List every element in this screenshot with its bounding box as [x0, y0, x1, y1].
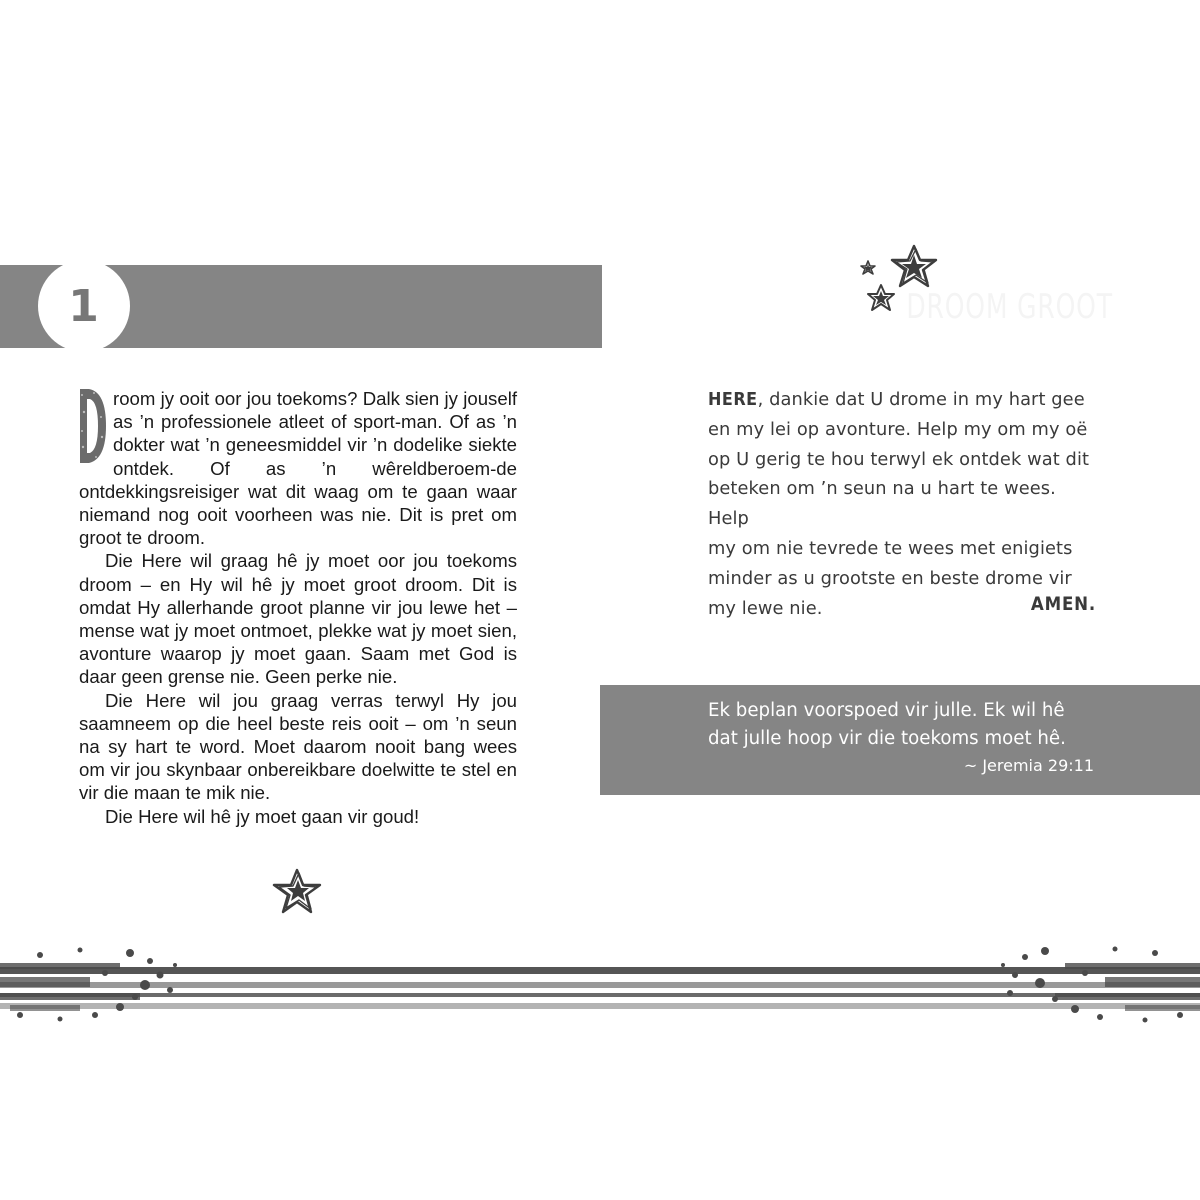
star-doodle-icon [270, 866, 326, 918]
devotion-paragraph-1 [79, 387, 517, 549]
prayer-line-7: my lewe nie. [708, 597, 823, 619]
prayer-line-3: op U gerig te hou terwyl ek ontdek wat dit [708, 448, 1090, 470]
verse-line-1: Ek beplan voorspoed vir julle. Ek wil hê [708, 700, 1065, 721]
drop-cap-letter [77, 387, 107, 465]
prayer-line-1-text: , dankie dat U drome in my hart gee [757, 389, 1085, 410]
chapter-title: DROOM GROOT [906, 287, 1113, 327]
grunge-splatter-left [0, 935, 185, 1025]
prayer-line-4: beteken om ’n seun na u hart te wees. Help [708, 478, 1056, 530]
devotion-paragraph-1-text: room jy ooit oor jou toekoms? Dalk sien jy jouself as ’n professionele atleet of sport-man. Of as ’n dokter wat ’n geneesmiddel vir ’n dodelike siekte ontdek. Of as ’n wêreldberoem-de ontdekkingsreisiger wat dit waag om te gaan waar niemand nog ooit voorheen was nie. Dit is pret om groot te droom. [79, 388, 517, 549]
prayer-line-1 [708, 385, 1098, 415]
devotion-body [79, 387, 517, 828]
prayer-text [708, 385, 1098, 623]
prayer-line-6: minder as u grootste en beste drome vir [708, 567, 1072, 589]
devotion-paragraph-3: Die Here wil jou graag verras terwyl Hy jou saamneem op die heel beste reis ooit – om ’n seun na sy hart te word. Moet daarom nooit bang wees om vir jou skynbaar onbereikbare doelwitte te stel en vir die maan te mik nie. [79, 689, 517, 804]
star-cluster-icon [856, 243, 946, 319]
devotion-paragraph-2: Die Here wil graag hê jy moet oor jou toekoms droom – en Hy wil hê jy moet groot droom. Dit is omdat Hy allerhande groot planne vir jou lewe het – mense wat jy moet ontmoet, plekke wat jy moet sien, avonture waarop jy moet gaan. Saam met God is daar geen grense nie. Geen perke nie. [79, 550, 517, 688]
prayer-line-2: en my lei op avonture. Help my om my oë [708, 418, 1088, 440]
prayer-closing: AMEN. [1030, 594, 1096, 615]
chapter-number: 1 [68, 280, 100, 332]
verse-text [708, 697, 1108, 753]
grunge-splatter-right [995, 935, 1200, 1025]
chapter-number-badge [38, 260, 130, 352]
prayer-address: HERE [708, 389, 758, 410]
prayer-line-5: my om nie tevrede te wees met enigiets [708, 537, 1073, 559]
devotion-paragraph-4: Die Here wil hê jy moet gaan vir goud! [105, 805, 420, 827]
verse-reference: ~ Jeremia 29:11 [963, 756, 1094, 775]
verse-line-2: dat julle hoop vir die toekoms moet hê. [708, 728, 1066, 749]
